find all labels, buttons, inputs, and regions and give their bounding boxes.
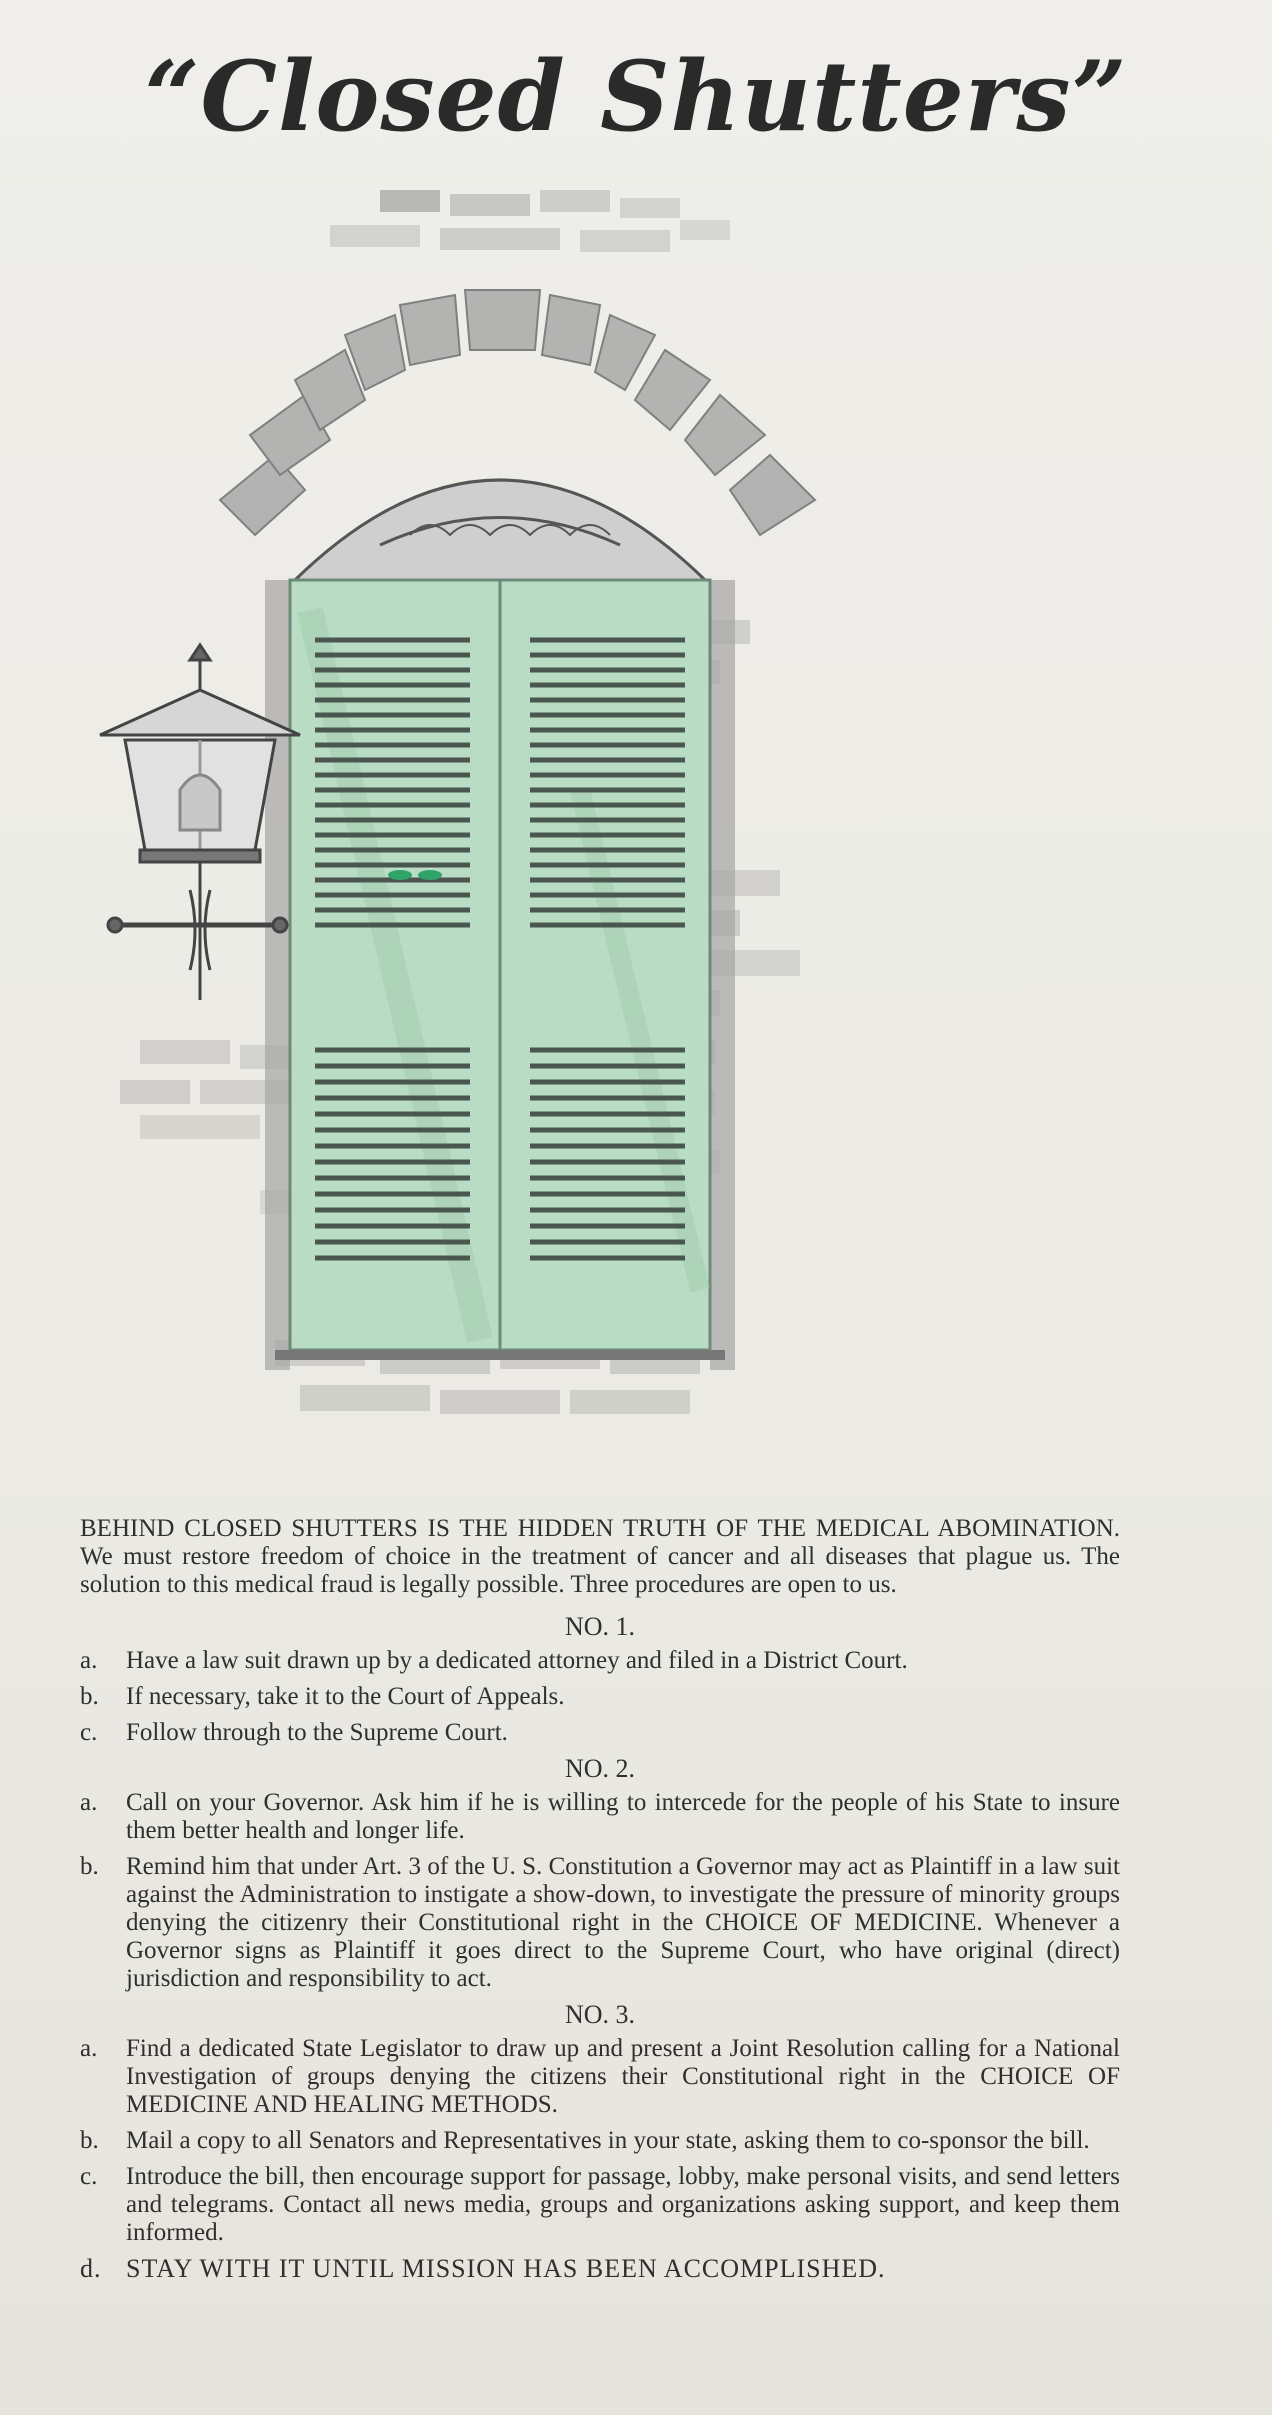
item-text: Follow through to the Supreme Court.: [126, 1719, 508, 1746]
item-letter: b.: [80, 1683, 99, 1710]
shutters: [290, 580, 710, 1350]
fanlight: [295, 480, 705, 580]
item-text: Remind him that under Art. 3 of the U. S. Constitution a Governor may act as Plaintiff in a law suit against the Administration to instigate a show-down, to investigate the pressure of minority groups denying the citizenry their Constitutional right in the CHOICE OF MEDICINE. Whenever a Governor signs as Plaintiff it goes direct to the Supreme Court, who have original (direct) jurisdiction and responsibility to act.: [126, 1853, 1120, 1992]
item-text: STAY WITH IT UNTIL MISSION HAS BEEN ACCOMPLISHED.: [126, 2254, 886, 2283]
item-text: Have a law suit drawn up by a dedicated attorney and filed in a District Court.: [126, 1647, 908, 1674]
list-item: [80, 1647, 1120, 1675]
item-letter: d.: [80, 2254, 102, 2283]
section-no-2: [80, 1755, 1120, 1993]
document-body: [80, 1515, 1120, 2291]
list-item: [80, 1853, 1120, 1993]
window-sill: [275, 1350, 725, 1360]
closed-shutters-illustration: [80, 190, 1020, 1490]
item-letter: b.: [80, 1853, 99, 1880]
section-heading: NO. 2.: [564, 1754, 636, 1783]
item-text: Find a dedicated State Legislator to draw up and present a Joint Resolution calling for a National Investigation of groups denying the citizens their Constitutional right in the CHOICE OF MEDICINE AND HEALING METHODS.: [126, 2035, 1120, 2118]
item-letter: c.: [80, 1719, 98, 1746]
item-letter: a.: [80, 2035, 98, 2062]
item-letter: a.: [80, 1789, 98, 1816]
section-heading: NO. 3.: [564, 2000, 636, 2029]
intro-paragraph: BEHIND CLOSED SHUTTERS IS THE HIDDEN TRUTH OF THE MEDICAL ABOMINATION. We must restore freedom of choice in the treatment of cancer and all diseases that plague us. The solution to this medical fraud is legally possible. Three procedures are open to us.: [80, 1515, 1120, 1598]
list-item: [80, 1789, 1120, 1845]
list-item: [80, 2035, 1120, 2119]
list-item: [80, 1719, 1120, 1747]
item-letter: c.: [80, 2163, 98, 2190]
section-no-3: [80, 2001, 1120, 2283]
list-item: [80, 2163, 1120, 2247]
item-letter: a.: [80, 1647, 98, 1674]
item-letter: b.: [80, 2127, 99, 2154]
list-item: [80, 2127, 1120, 2155]
list-item: [80, 1683, 1120, 1711]
section-heading: NO. 1.: [564, 1612, 636, 1641]
document-title: “Closed Shutters”: [144, 40, 1128, 153]
list-item: [80, 2255, 1120, 2283]
item-text: Call on your Governor. Ask him if he is willing to intercede for the people of his State to insure them better health and longer life.: [126, 1789, 1120, 1844]
item-text: Mail a copy to all Senators and Representatives in your state, asking them to co-sponsor the bill.: [126, 2127, 1090, 2154]
section-no-1: [80, 1613, 1120, 1747]
item-text: Introduce the bill, then encourage support for passage, lobby, make personal visits, and send letters and telegrams. Contact all news media, groups and organizations asking support, and keep them informed.: [126, 2163, 1120, 2246]
item-text: If necessary, take it to the Court of Appeals.: [126, 1683, 565, 1710]
